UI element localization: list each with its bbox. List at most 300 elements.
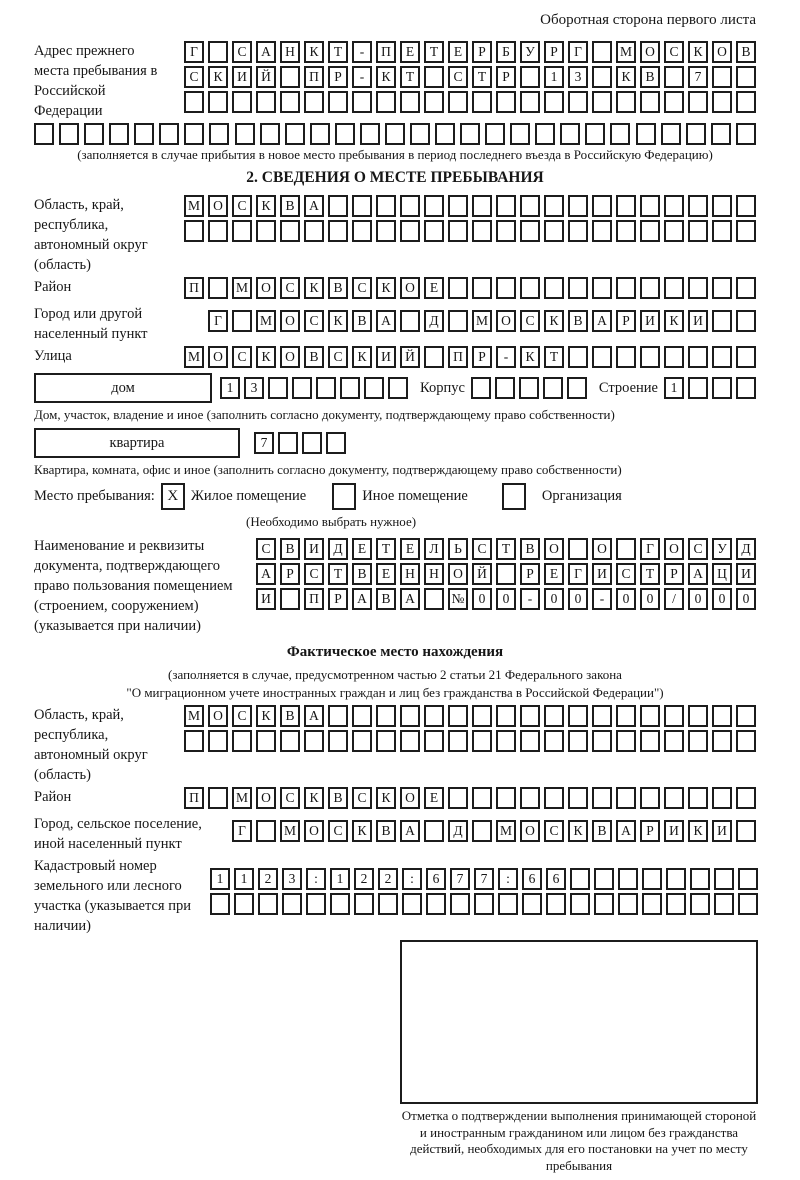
- char-box[interactable]: О: [280, 346, 300, 368]
- char-box[interactable]: [688, 377, 708, 399]
- char-box[interactable]: С: [328, 820, 348, 842]
- char-box[interactable]: [688, 730, 708, 752]
- char-box[interactable]: 3: [244, 377, 264, 399]
- char-box[interactable]: [340, 377, 360, 399]
- char-box[interactable]: [232, 310, 252, 332]
- char-box[interactable]: [640, 787, 660, 809]
- char-box[interactable]: Г: [232, 820, 252, 842]
- char-box[interactable]: М: [232, 787, 252, 809]
- char-box[interactable]: [543, 377, 563, 399]
- char-box[interactable]: И: [640, 310, 660, 332]
- char-box[interactable]: К: [568, 820, 588, 842]
- char-box[interactable]: 0: [472, 588, 492, 610]
- char-box[interactable]: [376, 195, 396, 217]
- char-box[interactable]: М: [184, 346, 204, 368]
- char-box[interactable]: [736, 123, 756, 145]
- char-box[interactable]: С: [688, 538, 708, 560]
- char-box[interactable]: [424, 705, 444, 727]
- char-box[interactable]: Е: [400, 538, 420, 560]
- char-box[interactable]: И: [688, 310, 708, 332]
- char-box[interactable]: [520, 195, 540, 217]
- char-box[interactable]: К: [520, 346, 540, 368]
- char-box[interactable]: [402, 893, 422, 915]
- char-box[interactable]: У: [712, 538, 732, 560]
- char-box[interactable]: Н: [400, 563, 420, 585]
- char-box[interactable]: [472, 730, 492, 752]
- char-box[interactable]: 3: [282, 868, 302, 890]
- char-box[interactable]: [496, 195, 516, 217]
- char-box[interactable]: П: [184, 277, 204, 299]
- char-box[interactable]: Р: [616, 310, 636, 332]
- char-box[interactable]: А: [256, 563, 276, 585]
- char-box[interactable]: Т: [640, 563, 660, 585]
- char-box[interactable]: 0: [640, 588, 660, 610]
- char-box[interactable]: А: [400, 820, 420, 842]
- char-box[interactable]: О: [544, 538, 564, 560]
- char-box[interactable]: [520, 787, 540, 809]
- char-box[interactable]: Р: [328, 588, 348, 610]
- char-box[interactable]: [326, 432, 346, 454]
- char-box[interactable]: [736, 820, 756, 842]
- char-box[interactable]: [736, 277, 756, 299]
- char-box[interactable]: [256, 91, 276, 113]
- char-box[interactable]: А: [688, 563, 708, 585]
- char-box[interactable]: С: [304, 563, 324, 585]
- char-box[interactable]: [711, 123, 731, 145]
- char-box[interactable]: [472, 220, 492, 242]
- char-box[interactable]: 6: [426, 868, 446, 890]
- char-box[interactable]: [610, 123, 630, 145]
- char-box[interactable]: [568, 195, 588, 217]
- char-box[interactable]: [618, 868, 638, 890]
- char-box[interactable]: 0: [496, 588, 516, 610]
- char-box[interactable]: Н: [424, 563, 444, 585]
- char-box[interactable]: [448, 787, 468, 809]
- char-box[interactable]: 0: [712, 588, 732, 610]
- char-box[interactable]: [690, 868, 710, 890]
- char-box[interactable]: [686, 123, 706, 145]
- char-box[interactable]: [712, 787, 732, 809]
- char-box[interactable]: [234, 893, 254, 915]
- char-box[interactable]: [544, 220, 564, 242]
- char-box[interactable]: [568, 705, 588, 727]
- char-box[interactable]: 7: [688, 66, 708, 88]
- char-box[interactable]: [352, 220, 372, 242]
- char-box[interactable]: [232, 220, 252, 242]
- char-box[interactable]: [568, 538, 588, 560]
- char-box[interactable]: А: [304, 195, 324, 217]
- char-box[interactable]: [594, 868, 614, 890]
- char-box[interactable]: [472, 820, 492, 842]
- char-box[interactable]: [424, 220, 444, 242]
- char-box[interactable]: Е: [448, 41, 468, 63]
- char-box[interactable]: [34, 123, 54, 145]
- char-box[interactable]: [304, 220, 324, 242]
- char-box[interactable]: В: [376, 820, 396, 842]
- char-box[interactable]: [496, 220, 516, 242]
- char-box[interactable]: [688, 277, 708, 299]
- char-box[interactable]: Г: [568, 41, 588, 63]
- char-box[interactable]: [736, 195, 756, 217]
- char-box[interactable]: 1: [544, 66, 564, 88]
- char-box[interactable]: [568, 346, 588, 368]
- char-box[interactable]: [712, 220, 732, 242]
- char-box[interactable]: С: [328, 346, 348, 368]
- char-box[interactable]: Т: [424, 41, 444, 63]
- char-box[interactable]: К: [544, 310, 564, 332]
- char-box[interactable]: М: [256, 310, 276, 332]
- char-box[interactable]: [410, 123, 430, 145]
- char-box[interactable]: [616, 538, 636, 560]
- char-box[interactable]: [485, 123, 505, 145]
- char-box[interactable]: С: [448, 66, 468, 88]
- char-box[interactable]: К: [352, 346, 372, 368]
- char-box[interactable]: №: [448, 588, 468, 610]
- char-box[interactable]: [520, 277, 540, 299]
- char-box[interactable]: [268, 377, 288, 399]
- char-box[interactable]: В: [736, 41, 756, 63]
- char-box[interactable]: В: [568, 310, 588, 332]
- char-box[interactable]: Р: [496, 66, 516, 88]
- char-box[interactable]: Р: [544, 41, 564, 63]
- char-box[interactable]: В: [640, 66, 660, 88]
- char-box[interactable]: С: [472, 538, 492, 560]
- char-box[interactable]: [712, 705, 732, 727]
- char-box[interactable]: [385, 123, 405, 145]
- char-box[interactable]: Е: [424, 787, 444, 809]
- char-box[interactable]: [544, 195, 564, 217]
- char-box[interactable]: А: [304, 705, 324, 727]
- char-box[interactable]: [159, 123, 179, 145]
- char-box[interactable]: О: [712, 41, 732, 63]
- char-box[interactable]: С: [232, 705, 252, 727]
- char-box[interactable]: [448, 220, 468, 242]
- char-box[interactable]: [448, 91, 468, 113]
- char-box[interactable]: О: [520, 820, 540, 842]
- char-box[interactable]: О: [304, 820, 324, 842]
- char-box[interactable]: [184, 91, 204, 113]
- char-box[interactable]: Д: [448, 820, 468, 842]
- char-box[interactable]: [736, 91, 756, 113]
- char-box[interactable]: О: [208, 705, 228, 727]
- char-box[interactable]: Г: [568, 563, 588, 585]
- checkbox-residential[interactable]: X: [161, 483, 185, 510]
- char-box[interactable]: И: [232, 66, 252, 88]
- char-box[interactable]: [292, 377, 312, 399]
- char-box[interactable]: [256, 220, 276, 242]
- char-box[interactable]: [208, 91, 228, 113]
- char-box[interactable]: К: [376, 787, 396, 809]
- char-box[interactable]: [328, 91, 348, 113]
- char-box[interactable]: М: [616, 41, 636, 63]
- char-box[interactable]: [208, 277, 228, 299]
- char-box[interactable]: О: [496, 310, 516, 332]
- char-box[interactable]: [714, 893, 734, 915]
- char-box[interactable]: 0: [616, 588, 636, 610]
- char-box[interactable]: О: [664, 538, 684, 560]
- char-box[interactable]: [570, 893, 590, 915]
- char-box[interactable]: [364, 377, 384, 399]
- char-box[interactable]: [260, 123, 280, 145]
- char-box[interactable]: М: [184, 705, 204, 727]
- char-box[interactable]: [472, 277, 492, 299]
- char-box[interactable]: [535, 123, 555, 145]
- char-box[interactable]: :: [402, 868, 422, 890]
- char-box[interactable]: [304, 91, 324, 113]
- char-box[interactable]: /: [664, 588, 684, 610]
- char-box[interactable]: [496, 277, 516, 299]
- char-box[interactable]: [616, 277, 636, 299]
- char-box[interactable]: [592, 220, 612, 242]
- char-box[interactable]: В: [280, 195, 300, 217]
- char-box[interactable]: [496, 705, 516, 727]
- char-box[interactable]: [664, 91, 684, 113]
- char-box[interactable]: [616, 705, 636, 727]
- char-box[interactable]: [376, 705, 396, 727]
- char-box[interactable]: [448, 195, 468, 217]
- char-box[interactable]: [688, 346, 708, 368]
- char-box[interactable]: [352, 195, 372, 217]
- char-box[interactable]: В: [280, 705, 300, 727]
- char-box[interactable]: Т: [328, 563, 348, 585]
- char-box[interactable]: -: [352, 41, 372, 63]
- char-box[interactable]: А: [256, 41, 276, 63]
- char-box[interactable]: Г: [208, 310, 228, 332]
- char-box[interactable]: [280, 66, 300, 88]
- char-box[interactable]: [664, 66, 684, 88]
- char-box[interactable]: [280, 91, 300, 113]
- char-box[interactable]: [256, 730, 276, 752]
- char-box[interactable]: [690, 893, 710, 915]
- char-box[interactable]: [592, 91, 612, 113]
- char-box[interactable]: [310, 123, 330, 145]
- char-box[interactable]: [134, 123, 154, 145]
- char-box[interactable]: 0: [568, 588, 588, 610]
- char-box[interactable]: [352, 705, 372, 727]
- char-box[interactable]: [496, 91, 516, 113]
- char-box[interactable]: [208, 41, 228, 63]
- char-box[interactable]: [736, 787, 756, 809]
- char-box[interactable]: Е: [544, 563, 564, 585]
- char-box[interactable]: В: [328, 787, 348, 809]
- char-box[interactable]: С: [232, 346, 252, 368]
- char-box[interactable]: [232, 730, 252, 752]
- char-box[interactable]: Р: [664, 563, 684, 585]
- char-box[interactable]: О: [400, 277, 420, 299]
- char-box[interactable]: О: [256, 277, 276, 299]
- char-box[interactable]: [560, 123, 580, 145]
- char-box[interactable]: [592, 66, 612, 88]
- char-box[interactable]: [520, 220, 540, 242]
- char-box[interactable]: [376, 220, 396, 242]
- char-box[interactable]: [448, 730, 468, 752]
- char-box[interactable]: [520, 91, 540, 113]
- char-box[interactable]: [712, 91, 732, 113]
- char-box[interactable]: [738, 868, 758, 890]
- char-box[interactable]: [594, 893, 614, 915]
- char-box[interactable]: С: [664, 41, 684, 63]
- char-box[interactable]: [592, 705, 612, 727]
- char-box[interactable]: [496, 563, 516, 585]
- char-box[interactable]: [328, 195, 348, 217]
- char-box[interactable]: [376, 730, 396, 752]
- char-box[interactable]: П: [376, 41, 396, 63]
- char-box[interactable]: Г: [640, 538, 660, 560]
- char-box[interactable]: [209, 123, 229, 145]
- char-box[interactable]: [495, 377, 515, 399]
- char-box[interactable]: [664, 277, 684, 299]
- char-box[interactable]: [460, 123, 480, 145]
- char-box[interactable]: К: [304, 277, 324, 299]
- char-box[interactable]: [400, 310, 420, 332]
- char-box[interactable]: [544, 730, 564, 752]
- char-box[interactable]: [424, 588, 444, 610]
- char-box[interactable]: К: [208, 66, 228, 88]
- char-box[interactable]: С: [520, 310, 540, 332]
- char-box[interactable]: С: [544, 820, 564, 842]
- char-box[interactable]: К: [688, 41, 708, 63]
- char-box[interactable]: Т: [328, 41, 348, 63]
- char-box[interactable]: [285, 123, 305, 145]
- char-box[interactable]: [666, 893, 686, 915]
- char-box[interactable]: Е: [400, 41, 420, 63]
- char-box[interactable]: К: [304, 787, 324, 809]
- char-box[interactable]: [688, 705, 708, 727]
- char-box[interactable]: 0: [688, 588, 708, 610]
- char-box[interactable]: [278, 432, 298, 454]
- char-box[interactable]: И: [592, 563, 612, 585]
- char-box[interactable]: 1: [210, 868, 230, 890]
- char-box[interactable]: В: [352, 563, 372, 585]
- char-box[interactable]: 3: [568, 66, 588, 88]
- char-box[interactable]: [448, 705, 468, 727]
- char-box[interactable]: И: [712, 820, 732, 842]
- char-box[interactable]: [616, 91, 636, 113]
- char-box[interactable]: [435, 123, 455, 145]
- char-box[interactable]: [616, 730, 636, 752]
- char-box[interactable]: [302, 432, 322, 454]
- char-box[interactable]: [510, 123, 530, 145]
- char-box[interactable]: В: [304, 346, 324, 368]
- char-box[interactable]: И: [304, 538, 324, 560]
- char-box[interactable]: [256, 820, 276, 842]
- char-box[interactable]: Д: [424, 310, 444, 332]
- char-box[interactable]: С: [232, 195, 252, 217]
- char-box[interactable]: [84, 123, 104, 145]
- char-box[interactable]: [388, 377, 408, 399]
- char-box[interactable]: [738, 893, 758, 915]
- char-box[interactable]: Е: [424, 277, 444, 299]
- char-box[interactable]: [235, 123, 255, 145]
- char-box[interactable]: [519, 377, 539, 399]
- char-box[interactable]: К: [376, 277, 396, 299]
- checkbox-organization[interactable]: [502, 483, 526, 510]
- char-box[interactable]: В: [328, 277, 348, 299]
- char-box[interactable]: Ь: [448, 538, 468, 560]
- char-box[interactable]: Р: [640, 820, 660, 842]
- char-box[interactable]: [592, 195, 612, 217]
- char-box[interactable]: [109, 123, 129, 145]
- char-box[interactable]: К: [352, 820, 372, 842]
- char-box[interactable]: О: [256, 787, 276, 809]
- char-box[interactable]: [472, 195, 492, 217]
- char-box[interactable]: [352, 730, 372, 752]
- char-box[interactable]: К: [256, 705, 276, 727]
- char-box[interactable]: [712, 66, 732, 88]
- char-box[interactable]: [688, 787, 708, 809]
- char-box[interactable]: Т: [496, 538, 516, 560]
- char-box[interactable]: [232, 91, 252, 113]
- char-box[interactable]: Л: [424, 538, 444, 560]
- char-box[interactable]: 0: [544, 588, 564, 610]
- char-box[interactable]: П: [304, 588, 324, 610]
- char-box[interactable]: [688, 220, 708, 242]
- char-box[interactable]: А: [592, 310, 612, 332]
- char-box[interactable]: О: [400, 787, 420, 809]
- char-box[interactable]: Й: [400, 346, 420, 368]
- char-box[interactable]: У: [520, 41, 540, 63]
- char-box[interactable]: Е: [352, 538, 372, 560]
- char-box[interactable]: [568, 787, 588, 809]
- char-box[interactable]: [640, 91, 660, 113]
- char-box[interactable]: [335, 123, 355, 145]
- char-box[interactable]: Б: [496, 41, 516, 63]
- char-box[interactable]: И: [256, 588, 276, 610]
- char-box[interactable]: Т: [400, 66, 420, 88]
- char-box[interactable]: [567, 377, 587, 399]
- char-box[interactable]: [376, 91, 396, 113]
- char-box[interactable]: [736, 66, 756, 88]
- char-box[interactable]: [328, 220, 348, 242]
- char-box[interactable]: В: [376, 588, 396, 610]
- char-box[interactable]: Й: [256, 66, 276, 88]
- char-box[interactable]: 7: [254, 432, 274, 454]
- char-box[interactable]: [424, 820, 444, 842]
- char-box[interactable]: Ц: [712, 563, 732, 585]
- char-box[interactable]: [736, 220, 756, 242]
- char-box[interactable]: [688, 91, 708, 113]
- char-box[interactable]: М: [496, 820, 516, 842]
- char-box[interactable]: [184, 220, 204, 242]
- char-box[interactable]: [664, 346, 684, 368]
- char-box[interactable]: И: [376, 346, 396, 368]
- char-box[interactable]: [570, 868, 590, 890]
- char-box[interactable]: [426, 893, 446, 915]
- char-box[interactable]: К: [688, 820, 708, 842]
- char-box[interactable]: [636, 123, 656, 145]
- char-box[interactable]: 7: [474, 868, 494, 890]
- char-box[interactable]: [642, 868, 662, 890]
- char-box[interactable]: [546, 893, 566, 915]
- char-box[interactable]: [400, 195, 420, 217]
- char-box[interactable]: [424, 730, 444, 752]
- char-box[interactable]: 1: [234, 868, 254, 890]
- char-box[interactable]: [208, 730, 228, 752]
- char-box[interactable]: [616, 195, 636, 217]
- char-box[interactable]: [330, 893, 350, 915]
- char-box[interactable]: Д: [736, 538, 756, 560]
- char-box[interactable]: Г: [184, 41, 204, 63]
- char-box[interactable]: [712, 377, 732, 399]
- char-box[interactable]: 0: [736, 588, 756, 610]
- char-box[interactable]: К: [304, 41, 324, 63]
- char-box[interactable]: Р: [328, 66, 348, 88]
- char-box[interactable]: [472, 787, 492, 809]
- char-box[interactable]: [661, 123, 681, 145]
- char-box[interactable]: [592, 787, 612, 809]
- char-box[interactable]: [666, 868, 686, 890]
- char-box[interactable]: [585, 123, 605, 145]
